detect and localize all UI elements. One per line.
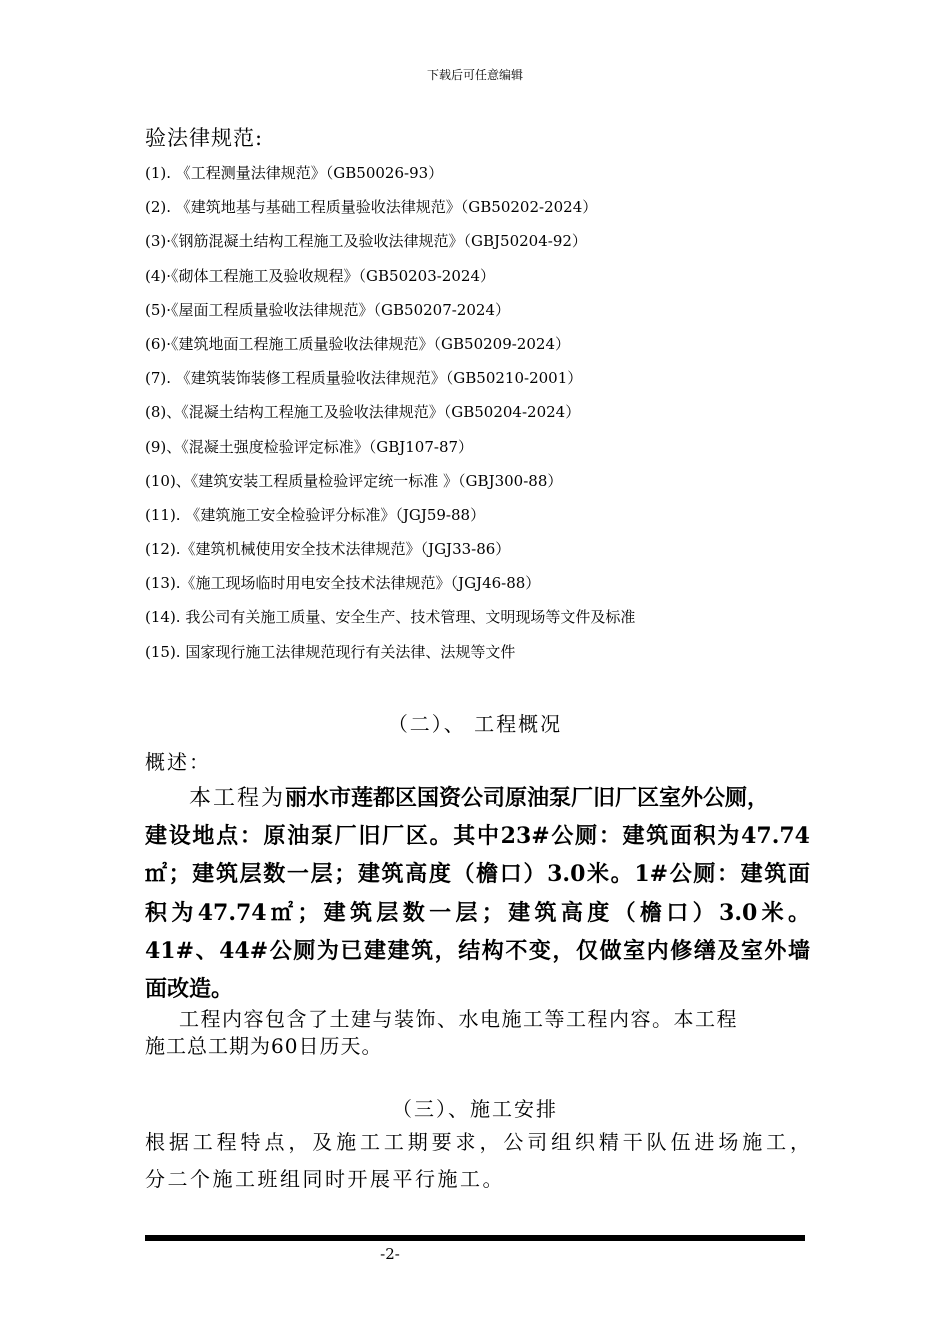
reference-item: (2). 《建筑地基与基础工程质量验收法律规范》（GB50202-2024） [145, 198, 598, 217]
reference-item: (4)·《砌体工程施工及验收规程》（GB50203-2024） [145, 266, 495, 285]
reference-item: (10)、《建筑安装工程质量检验评定统一标准 》（GBJ300-88） [145, 471, 563, 490]
reference-item: (8)、《混凝土结构工程施工及验收法律规范》（GB50204-2024） [145, 403, 581, 422]
section-lead: 验法律规范: [145, 126, 264, 150]
overview-label: 概述： [145, 750, 211, 774]
overview-line: 积为47.74㎡；建筑层数一层；建筑高度（檐口）3.0米。 [145, 899, 810, 926]
reference-item: (11). 《建筑施工安全检验评分标准》（JGJ59-88） [145, 505, 486, 524]
overview-line: 41#、44#公厕为已建建筑，结构不变，仅做室内修缮及室外墙 [145, 937, 810, 964]
overview-normal-line: 施工总工期为60日历天。 [145, 1034, 383, 1058]
reference-item: (5)·《屋面工程质量验收法律规范》（GB50207-2024） [145, 300, 510, 319]
overview-intro: 本工程为 [189, 786, 286, 811]
reference-item: (6)·《建筑地面工程施工质量验收法律规范》（GB50209-2024） [145, 334, 570, 353]
overview-line: 建设地点：原油泵厂旧厂区。其中23#公厕：建筑面积为47.74 [145, 823, 810, 850]
reference-list [145, 160, 635, 673]
reference-item: (1). 《工程测量法律规范》（GB50026-93） [145, 164, 444, 182]
overview-line [145, 779, 810, 817]
reference-item: (7). 《建筑装饰装修工程质量验收法律规范》（GB50210-2001） [145, 369, 583, 388]
overview-normal-paragraph [145, 1006, 810, 1060]
reference-item: (15). 国家现行施工法律规范现行有关法律、法规等文件 [145, 642, 516, 661]
footer-rule [145, 1235, 805, 1241]
overview-line: 面改造。 [145, 975, 234, 1002]
overview-line: ㎡；建筑层数一层；建筑高度（檐口）3.0米。1#公厕：建筑面 [145, 861, 810, 888]
arrangement-heading: （三）、施工安排 [392, 1097, 558, 1121]
header-note: 下载后可任意编辑 [426, 68, 523, 82]
arrangement-line: 根据工程特点，及施工工期要求，公司组织精干队伍进场施工， [145, 1130, 810, 1154]
page-number: -2- [380, 1245, 400, 1263]
reference-item: (12).《建筑机械使用安全技术法律规范》（JGJ33-86） [145, 540, 511, 559]
overview-bold-paragraph [145, 779, 810, 1008]
reference-item: (13).《施工现场临时用电安全技术法律规范》（JGJ46-88） [145, 574, 541, 593]
reference-item: (3)·《钢筋混凝土结构工程施工及验收法律规范》（GBJ50204-92） [145, 232, 587, 251]
reference-item: (14). 我公司有关施工质量、安全生产、技术管理、文明现场等文件及标准 [145, 608, 636, 627]
arrangement-paragraph [145, 1124, 810, 1198]
overview-line-text: 丽水市莲都区国资公司原油泵厂旧厂区室外公厕， [285, 785, 770, 811]
overview-heading: （二）、 工程概况 [387, 712, 563, 736]
reference-item: (9)、《混凝土强度检验评定标准》（GBJ107-87） [145, 437, 474, 456]
arrangement-line: 分二个施工班组同时开展平行施工。 [145, 1167, 505, 1191]
overview-normal-line: 工程内容包含了土建与装饰、水电施工等工程内容。本工程 [179, 1007, 738, 1031]
